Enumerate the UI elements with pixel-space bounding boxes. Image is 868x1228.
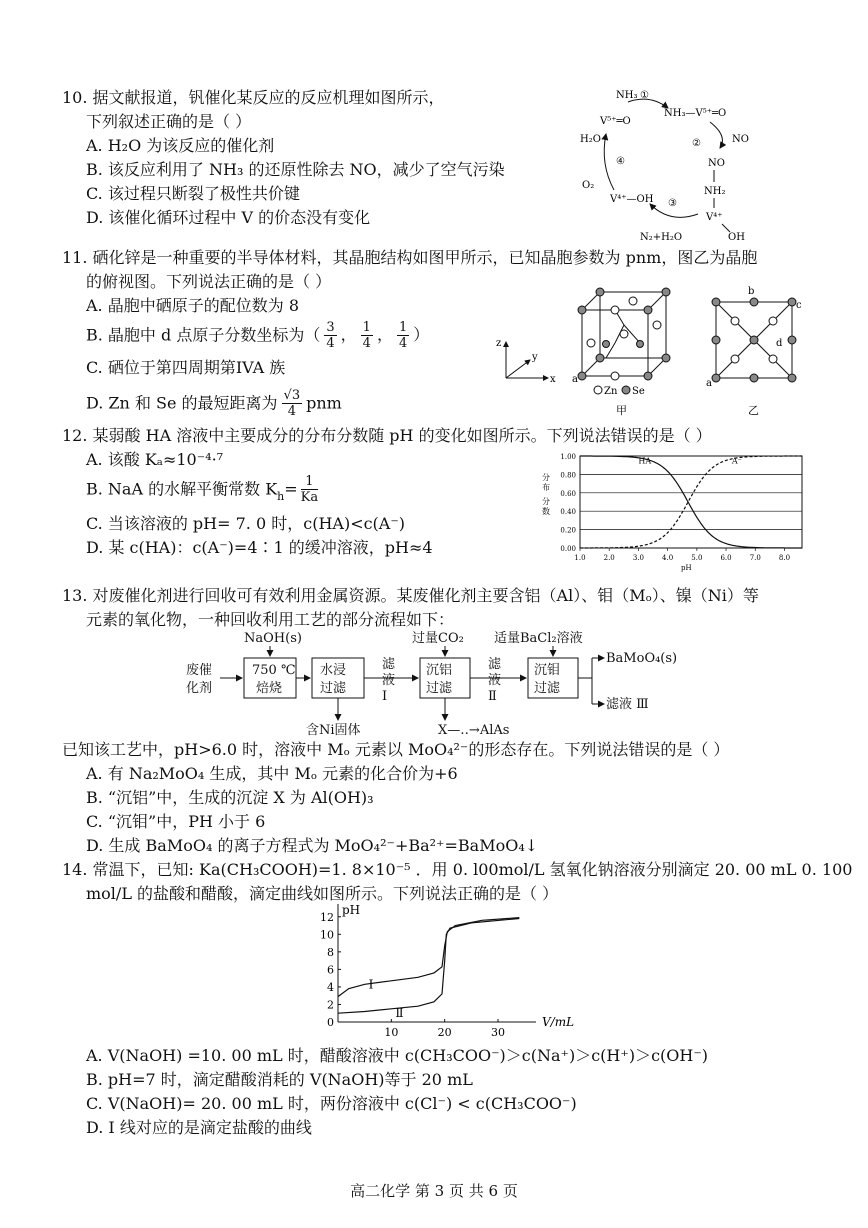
v4-oh-label: V⁴⁺—OH: [610, 194, 654, 205]
q14-stem-line2: mol/L 的盐酸和醋酸，滴定曲线如图所示。下列说法正确的是（ ）: [86, 884, 559, 903]
y-axis-label-char: 布: [542, 483, 550, 492]
kh-num: 1: [301, 474, 318, 490]
y-tick-label: 0.60: [560, 489, 576, 498]
page-footer: 高二化学 第 3 页 共 6 页: [350, 1182, 518, 1200]
q12-option-b[interactable]: [86, 474, 321, 508]
q12-option-a[interactable]: A. 该酸 Kₐ≈10⁻⁴·⁷: [86, 450, 224, 469]
reagent-co2: 过量CO₂: [412, 631, 464, 646]
q12-option-b-text: B. NaA 的水解平衡常数 K: [86, 479, 278, 499]
box4-line2: 过滤: [534, 681, 561, 696]
q14-option-c[interactable]: C. V(NaOH)= 20. 00 mL 时，两份溶液中 c(Cl⁻) < c(CH₃COO⁻): [86, 1094, 577, 1113]
q10-stem-line2: 下列叙述正确的是（ ）: [86, 112, 252, 131]
q14-titration-chart: [300, 900, 580, 1040]
h2o-label: H₂O: [580, 134, 601, 145]
n2-h2o-product: N₂+H₂O: [640, 232, 683, 243]
x-tick-label: 3.0: [632, 554, 644, 562]
q13-option-b[interactable]: B. “沉铝”中，生成的沉淀 X 为 Al(OH)₃: [86, 788, 374, 807]
right-v4: V⁴⁺: [706, 212, 723, 223]
product-filtrate3: 滤液 Ⅲ: [606, 697, 649, 712]
q11-option-d-unit: pnm: [306, 393, 342, 413]
sqrt3-num: √3: [283, 388, 301, 403]
x-tick-label: 8.0: [778, 554, 791, 562]
x-tick-label: 5.0: [691, 554, 703, 562]
q10-mechanism-diagram: [580, 84, 780, 244]
sqrt3-den: 4: [287, 404, 296, 419]
series-a-label: A⁻: [731, 456, 742, 466]
legend-jia: [594, 386, 645, 397]
filtrate1-b: 液: [382, 673, 396, 688]
step4-arrow: [604, 134, 614, 190]
q11-option-a[interactable]: A. 晶胞中硒原子的配位数为 8: [86, 296, 299, 315]
v5-oxo-label: V⁵⁺═O: [600, 116, 631, 127]
q11-option-b[interactable]: B. 晶胞中 d 点原子分数坐标为（ $\frac{3}{4}$ ， $\frac{1}{4}$ ， $\frac{1}{4}$ ）: [86, 320, 430, 351]
frac2-num: 1: [362, 320, 371, 335]
q10-option-d[interactable]: D. 该催化循环过程中 V 的价态没有变化: [86, 208, 371, 227]
top-view-b: b: [748, 286, 755, 297]
plot-frame: [580, 456, 802, 548]
box3-line2: 过滤: [426, 681, 453, 696]
figure-yi-caption: 乙: [748, 404, 759, 417]
series-ha-line: [580, 456, 802, 548]
y-tick-label: 8: [327, 945, 334, 959]
nh3-label: NH₃: [616, 90, 638, 101]
q13-known-condition: 已知该工艺中，pH>6.0 时，溶液中 Mₒ 元素以 MoO₄²⁻的形态存在。下列说法错误的是（ ）: [62, 740, 730, 759]
x-axis-label: x: [550, 374, 556, 385]
q12-option-d[interactable]: D. 某 c(HA)：c(A⁻)=4∶1 的缓冲溶液，pH≈4: [86, 538, 433, 557]
coordinate-axes: [496, 338, 556, 385]
frac1-num: 3: [326, 320, 335, 335]
step4-label: ④: [616, 156, 625, 167]
y-tick-label: 1.00: [560, 453, 576, 461]
reagent-naoh: NaOH(s): [244, 631, 302, 646]
titration-curve-2: [338, 919, 519, 1014]
cube-corner-a: a: [572, 374, 578, 385]
y-tick-label: 6: [327, 963, 334, 977]
box3-line1: 沉铝: [426, 663, 453, 678]
q13-option-d[interactable]: D. 生成 BaMoO₄ 的离子方程式为 MoO₄²⁻+Ba²⁺=BaMoO₄↓: [86, 836, 539, 855]
kh-den: Ka: [300, 490, 319, 505]
series-ha-label: HA: [638, 456, 652, 466]
step2-arrow: [710, 122, 722, 148]
q12-kh-subscript: h: [277, 490, 285, 503]
step1-label: ①: [640, 90, 649, 101]
feed-line2: 化剂: [186, 681, 213, 696]
y-tick-label: 0: [327, 1016, 334, 1029]
q10-option-b[interactable]: B. 该反应利用了 NH₃ 的还原性除去 NO，减少了空气污染: [86, 160, 505, 179]
y-axis-label-char: 分: [542, 497, 550, 506]
x-axis-label: pH: [681, 564, 692, 572]
filtrate1-c: Ⅰ: [382, 689, 388, 704]
x-tick-label: 4.0: [662, 554, 674, 562]
frac3-num: 1: [398, 320, 408, 335]
q13-stem-line2: 元素的氧化物，一种回收利用工艺的部分流程如下：: [86, 610, 455, 629]
y-axis-label: y: [532, 352, 538, 363]
right-oh: OH: [728, 232, 745, 243]
frac3-den: 4: [398, 336, 408, 351]
q10-stem-line1: 10. 据文献报道，钒催化某反应的反应机理如图所示，: [62, 88, 445, 107]
q13-flowchart: [180, 628, 678, 740]
step2-label: ②: [692, 138, 701, 149]
x-tick-label: 10: [384, 1026, 399, 1039]
box1-line1: 750 ℃: [252, 663, 296, 678]
q11-stem-line2: 的俯视图。下列说法正确的是（ ）: [86, 272, 332, 291]
q13-option-a[interactable]: A. 有 Na₂MoO₄ 生成，其中 Mₒ 元素的化合价为+6: [86, 764, 458, 783]
figure-jia-caption: 甲: [616, 404, 627, 417]
curve-label-2: Ⅱ: [395, 1005, 404, 1020]
y-tick-label: 4: [327, 980, 334, 994]
feed-line1: 废催: [186, 663, 213, 678]
top-intermediate: NH₃—V⁵⁺═O: [664, 108, 727, 119]
x-tick-label: 1.0: [574, 554, 586, 562]
y-tick-label: 0.80: [560, 471, 576, 480]
y-axis-label: pH: [342, 903, 361, 917]
q14-stem-line1: 14. 常温下，已知: Ka(CH₃COOH)=1. 8×10⁻⁵ ．用 0. l00mol/L 氢氧化钠溶液分别滴定 20. 00 mL 0. 100: [62, 860, 853, 879]
x-tick-label: 6.0: [720, 554, 732, 562]
y-tick-label: 0.00: [560, 545, 576, 553]
legend-zn: Zn: [604, 386, 618, 397]
y-axis-label-char: 分: [542, 473, 550, 482]
q10-option-a[interactable]: A. H₂O 为该反应的催化剂: [86, 136, 275, 155]
q11-crystal-figures: [490, 284, 820, 424]
x-tick-label: 2.0: [603, 554, 615, 562]
right-no: NO: [708, 158, 725, 169]
byproduct-ni: 含Ni固体: [306, 723, 361, 738]
q13-option-c[interactable]: C. “沉钼”中，PH 小于 6: [86, 812, 266, 831]
legend-se: Se: [632, 386, 645, 397]
y-tick-label: 12: [320, 910, 334, 924]
y-tick-label: 0.20: [560, 526, 576, 535]
q14-option-b[interactable]: B. pH=7 时，滴定醋酸消耗的 V(NaOH)等于 20 mL: [86, 1070, 473, 1089]
q11-stem-line1: 11. 硒化锌是一种重要的半导体材料，其晶胞结构如图甲所示，已知晶胞参数为 pnm，图乙为晶胞: [62, 248, 758, 267]
q12-distribution-chart: [530, 446, 810, 572]
q12-equals: =: [284, 479, 298, 499]
product-bamoo4: BaMoO₄(s): [606, 651, 678, 666]
y-tick-label: 10: [320, 928, 334, 942]
filtrate2-a: 滤: [488, 657, 502, 672]
q12-option-c[interactable]: C. 当该溶液的 pH= 7. 0 时，c(HA)<c(A⁻): [86, 514, 406, 533]
box2-line1: 水浸: [320, 663, 347, 678]
top-view-a: a: [706, 378, 712, 389]
y-axis-label-char: 数: [542, 507, 550, 516]
no-reactant: NO: [732, 134, 749, 145]
x-axis-label: V/mL: [542, 1015, 575, 1029]
y-tick-label: 0.40: [560, 508, 576, 517]
q11-option-b-text: B. 晶胞中 d 点原子分数坐标为（: [86, 325, 321, 345]
frac1-den: 4: [326, 336, 335, 351]
x-tick-label: 30: [491, 1026, 505, 1039]
x-tick-label: 20: [437, 1026, 452, 1039]
box2-line2: 过滤: [320, 681, 347, 696]
right-nh2: NH₂: [704, 186, 726, 197]
frac2-den: 4: [362, 336, 371, 351]
titration-curve-1: [338, 918, 519, 997]
filtrate2-c: Ⅱ: [488, 689, 497, 704]
filtrate2-b: 液: [488, 673, 502, 688]
filtrate1-a: 滤: [382, 657, 396, 672]
reagent-bacl2: 适量BaCl₂溶液: [494, 631, 583, 646]
x-tick-label: 7.0: [749, 554, 761, 562]
box1-line2: 焙烧: [256, 681, 283, 696]
q12-stem: 12. 某弱酸 HA 溶液中主要成分的分布分数随 pH 的变化如图所示。下列说法错误的是（ ）: [62, 426, 712, 445]
y-tick-label: 2: [327, 998, 334, 1012]
q14-option-d[interactable]: D. I 线对应的是滴定盐酸的曲线: [86, 1118, 312, 1137]
q11-option-c[interactable]: C. 硒位于第四周期第IVA 族: [86, 358, 286, 377]
curve-label-1: Ⅰ: [368, 977, 374, 992]
q11-option-d[interactable]: [86, 388, 342, 422]
o2-label: O₂: [582, 180, 595, 191]
series-a-line: [580, 456, 802, 548]
box4-line1: 沉钼: [534, 663, 561, 678]
z-axis-label: z: [496, 338, 502, 349]
top-view-d: d: [776, 338, 783, 349]
top-view-c: c: [796, 300, 802, 311]
q10-option-c[interactable]: C. 该过程只断裂了极性共价键: [86, 184, 300, 203]
q11-option-d-text: D. Zn 和 Se 的最短距离为: [86, 393, 278, 413]
q14-option-a[interactable]: A. V(NaOH) =10. 00 mL 时，醋酸溶液中 c(CH₃COO⁻)＞c(Na⁺)＞c(H⁺)＞c(OH⁻): [86, 1046, 709, 1065]
byproduct-x: X—‥→AlAs: [438, 723, 510, 738]
q13-stem-line1: 13. 对废催化剂进行回收可有效利用金属资源。某废催化剂主要含铝（Al）、钼（Mₒ）、镍（Ni）等: [62, 586, 759, 605]
step3-label: ③: [668, 198, 677, 209]
